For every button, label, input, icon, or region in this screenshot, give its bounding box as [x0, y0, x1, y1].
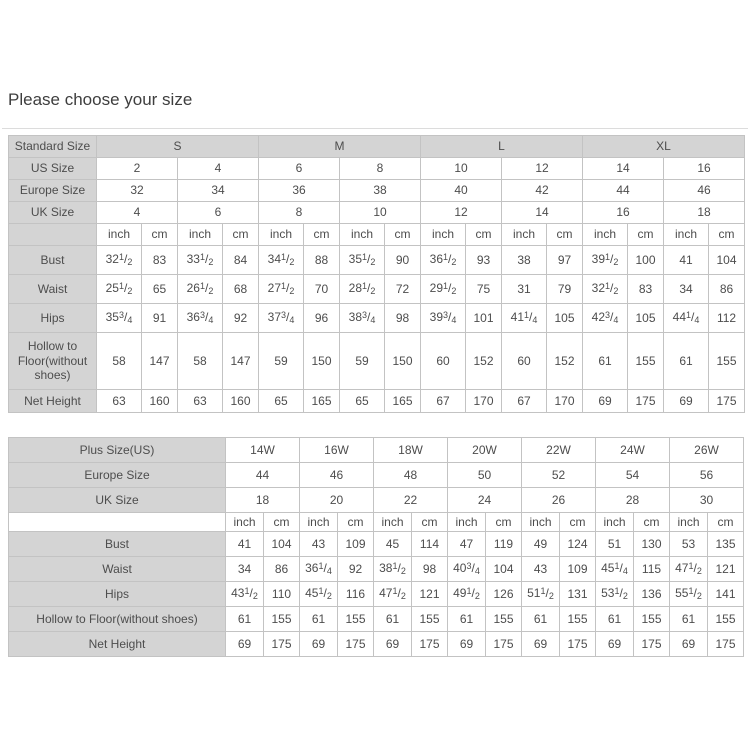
unit-cell: cm: [264, 513, 300, 532]
value-cell: 69: [596, 632, 634, 657]
value-cell: 155: [628, 333, 664, 390]
value-cell: 61: [448, 607, 486, 632]
table-row: [9, 488, 744, 513]
value-cell: 51: [596, 532, 634, 557]
value-cell: 34: [226, 557, 264, 582]
unit-cell: inch: [421, 224, 466, 246]
value-cell: 43$^1$/2: [226, 582, 264, 607]
value-cell: 61: [522, 607, 560, 632]
value-cell: 40$^3$/4: [448, 557, 486, 582]
unit-cell: inch: [502, 224, 547, 246]
unit-row-label-cell: [9, 224, 97, 246]
size-value-cell: 20: [300, 488, 374, 513]
size-value-cell: 16: [664, 158, 745, 180]
value-cell: 93: [466, 246, 502, 275]
value-cell: 175: [338, 632, 374, 657]
unit-cell: inch: [670, 513, 708, 532]
value-cell: 60: [502, 333, 547, 390]
row-label-cell: UK Size: [9, 202, 97, 224]
table-row: [9, 557, 744, 582]
size-value-cell: 50: [448, 463, 522, 488]
value-cell: 147: [142, 333, 178, 390]
value-cell: 41: [664, 246, 709, 275]
value-cell: 92: [223, 304, 259, 333]
value-cell: 112: [709, 304, 745, 333]
value-cell: 90: [385, 246, 421, 275]
value-cell: 61: [374, 607, 412, 632]
value-cell: 65: [259, 390, 304, 413]
value-cell: 152: [547, 333, 583, 390]
value-cell: 155: [486, 607, 522, 632]
value-cell: 83: [142, 246, 178, 275]
unit-cell: inch: [374, 513, 412, 532]
row-label-cell: Bust: [9, 246, 97, 275]
value-cell: 70: [304, 275, 340, 304]
value-cell: 69: [226, 632, 264, 657]
unit-cell: cm: [634, 513, 670, 532]
value-cell: 61: [226, 607, 264, 632]
value-cell: 38$^1$/2: [374, 557, 412, 582]
value-cell: 72: [385, 275, 421, 304]
table-row: [9, 304, 745, 333]
value-cell: 61: [670, 607, 708, 632]
size-value-cell: 26W: [670, 438, 744, 463]
value-cell: 58: [178, 333, 223, 390]
value-cell: 101: [466, 304, 502, 333]
value-cell: 63: [178, 390, 223, 413]
row-label-cell: Net Height: [9, 632, 226, 657]
value-cell: 32$^1$/2: [97, 246, 142, 275]
size-value-cell: 26: [522, 488, 596, 513]
size-value-cell: 18: [664, 202, 745, 224]
value-cell: 175: [628, 390, 664, 413]
size-value-cell: 34: [178, 180, 259, 202]
size-group-cell: M: [259, 136, 421, 158]
value-cell: 75: [466, 275, 502, 304]
row-label-cell: UK Size: [9, 488, 226, 513]
value-cell: 109: [338, 532, 374, 557]
value-cell: 79: [547, 275, 583, 304]
unit-cell: cm: [466, 224, 502, 246]
size-value-cell: 4: [97, 202, 178, 224]
value-cell: 36$^1$/4: [300, 557, 338, 582]
value-cell: 33$^1$/2: [178, 246, 223, 275]
value-cell: 31: [502, 275, 547, 304]
value-cell: 60: [421, 333, 466, 390]
size-value-cell: 46: [300, 463, 374, 488]
unit-cell: inch: [448, 513, 486, 532]
value-cell: 63: [97, 390, 142, 413]
value-cell: 45$^1$/2: [300, 582, 338, 607]
value-cell: 92: [338, 557, 374, 582]
value-cell: 47: [448, 532, 486, 557]
value-cell: 104: [709, 246, 745, 275]
unit-cell: cm: [385, 224, 421, 246]
row-label-cell: Hips: [9, 304, 97, 333]
plus-size-table-body: [9, 438, 744, 657]
size-value-cell: 52: [522, 463, 596, 488]
value-cell: 69: [300, 632, 338, 657]
value-cell: 121: [708, 557, 744, 582]
value-cell: 119: [486, 532, 522, 557]
value-cell: 35$^3$/4: [97, 304, 142, 333]
value-cell: 155: [264, 607, 300, 632]
value-cell: 53: [670, 532, 708, 557]
value-cell: 61: [596, 607, 634, 632]
value-cell: 105: [628, 304, 664, 333]
value-cell: 124: [560, 532, 596, 557]
standard-size-table-body: [9, 136, 745, 413]
value-cell: 155: [708, 607, 744, 632]
row-label-cell: Plus Size(US): [9, 438, 226, 463]
size-value-cell: 22: [374, 488, 448, 513]
value-cell: 34: [664, 275, 709, 304]
size-value-cell: 46: [664, 180, 745, 202]
value-cell: 69: [522, 632, 560, 657]
unit-cell: inch: [583, 224, 628, 246]
row-label-cell: Hollow to Floor(without shoes): [9, 333, 97, 390]
unit-cell: inch: [226, 513, 264, 532]
value-cell: 51$^1$/2: [522, 582, 560, 607]
value-cell: 130: [634, 532, 670, 557]
size-value-cell: 8: [340, 158, 421, 180]
size-group-cell: S: [97, 136, 259, 158]
size-value-cell: 4: [178, 158, 259, 180]
size-value-cell: 10: [340, 202, 421, 224]
value-cell: 47$^1$/2: [670, 557, 708, 582]
value-cell: 36$^1$/2: [421, 246, 466, 275]
row-label-cell: Hollow to Floor(without shoes): [9, 607, 226, 632]
table-row: [9, 463, 744, 488]
unit-cell: inch: [340, 224, 385, 246]
size-value-cell: 44: [583, 180, 664, 202]
value-cell: 175: [486, 632, 522, 657]
table-row: [9, 582, 744, 607]
value-cell: 45: [374, 532, 412, 557]
value-cell: 152: [466, 333, 502, 390]
value-cell: 86: [264, 557, 300, 582]
row-label-cell: Hips: [9, 582, 226, 607]
value-cell: 41: [226, 532, 264, 557]
value-cell: 105: [547, 304, 583, 333]
value-cell: 136: [634, 582, 670, 607]
table-row: [9, 246, 745, 275]
value-cell: 155: [338, 607, 374, 632]
value-cell: 59: [259, 333, 304, 390]
size-value-cell: 18W: [374, 438, 448, 463]
size-value-cell: 48: [374, 463, 448, 488]
row-label-cell: Europe Size: [9, 180, 97, 202]
unit-cell: inch: [664, 224, 709, 246]
value-cell: 27$^1$/2: [259, 275, 304, 304]
plus-size-table: [8, 437, 744, 657]
value-cell: 35$^1$/2: [340, 246, 385, 275]
value-cell: 96: [304, 304, 340, 333]
value-cell: 135: [708, 532, 744, 557]
unit-cell: cm: [304, 224, 340, 246]
unit-cell: cm: [142, 224, 178, 246]
size-value-cell: 24W: [596, 438, 670, 463]
value-cell: 147: [223, 333, 259, 390]
table-row: [9, 136, 745, 158]
standard-size-table: [8, 135, 745, 413]
value-cell: 160: [223, 390, 259, 413]
size-value-cell: 12: [502, 158, 583, 180]
value-cell: 32$^1$/2: [583, 275, 628, 304]
size-value-cell: 56: [670, 463, 744, 488]
unit-cell: inch: [178, 224, 223, 246]
size-value-cell: 18: [226, 488, 300, 513]
size-value-cell: 40: [421, 180, 502, 202]
page-title: Please choose your size: [8, 90, 193, 109]
value-cell: 126: [486, 582, 522, 607]
unit-cell: cm: [338, 513, 374, 532]
value-cell: 155: [634, 607, 670, 632]
value-cell: 88: [304, 246, 340, 275]
value-cell: 25$^1$/2: [97, 275, 142, 304]
table-row: [9, 333, 745, 390]
row-label-cell: Waist: [9, 275, 97, 304]
value-cell: 98: [412, 557, 448, 582]
size-value-cell: 20W: [448, 438, 522, 463]
value-cell: 155: [709, 333, 745, 390]
size-value-cell: 14W: [226, 438, 300, 463]
value-cell: 38: [502, 246, 547, 275]
value-cell: 155: [412, 607, 448, 632]
value-cell: 49$^1$/2: [448, 582, 486, 607]
unit-row-label-cell: [9, 513, 226, 532]
size-value-cell: 44: [226, 463, 300, 488]
unit-cell: inch: [300, 513, 338, 532]
value-cell: 69: [583, 390, 628, 413]
value-cell: 69: [448, 632, 486, 657]
size-value-cell: 32: [97, 180, 178, 202]
size-value-cell: 38: [340, 180, 421, 202]
value-cell: 61: [664, 333, 709, 390]
value-cell: 175: [634, 632, 670, 657]
value-cell: 28$^1$/2: [340, 275, 385, 304]
size-value-cell: 24: [448, 488, 522, 513]
value-cell: 155: [560, 607, 596, 632]
value-cell: 43: [522, 557, 560, 582]
unit-cell: cm: [412, 513, 448, 532]
divider-line: [2, 128, 748, 129]
size-value-cell: 14: [502, 202, 583, 224]
value-cell: 121: [412, 582, 448, 607]
value-cell: 175: [560, 632, 596, 657]
value-cell: 104: [486, 557, 522, 582]
value-cell: 39$^1$/2: [583, 246, 628, 275]
value-cell: 55$^1$/2: [670, 582, 708, 607]
value-cell: 61: [300, 607, 338, 632]
value-cell: 43: [300, 532, 338, 557]
table-row: [9, 438, 744, 463]
value-cell: 38$^3$/4: [340, 304, 385, 333]
size-value-cell: 30: [670, 488, 744, 513]
value-cell: 100: [628, 246, 664, 275]
size-value-cell: 16W: [300, 438, 374, 463]
value-cell: 175: [709, 390, 745, 413]
value-cell: 59: [340, 333, 385, 390]
size-value-cell: 14: [583, 158, 664, 180]
unit-row: [9, 513, 744, 532]
table-row: [9, 158, 745, 180]
value-cell: 44$^1$/4: [664, 304, 709, 333]
value-cell: 67: [421, 390, 466, 413]
unit-cell: cm: [560, 513, 596, 532]
value-cell: 39$^3$/4: [421, 304, 466, 333]
unit-cell: inch: [97, 224, 142, 246]
unit-cell: cm: [547, 224, 583, 246]
size-value-cell: 28: [596, 488, 670, 513]
row-label-cell: Bust: [9, 532, 226, 557]
size-value-cell: 36: [259, 180, 340, 202]
value-cell: 84: [223, 246, 259, 275]
value-cell: 58: [97, 333, 142, 390]
value-cell: 116: [338, 582, 374, 607]
unit-cell: cm: [708, 513, 744, 532]
value-cell: 98: [385, 304, 421, 333]
value-cell: 37$^3$/4: [259, 304, 304, 333]
table-row: [9, 202, 745, 224]
value-cell: 141: [708, 582, 744, 607]
value-cell: 97: [547, 246, 583, 275]
value-cell: 175: [708, 632, 744, 657]
unit-cell: cm: [486, 513, 522, 532]
value-cell: 47$^1$/2: [374, 582, 412, 607]
size-group-cell: L: [421, 136, 583, 158]
value-cell: 170: [547, 390, 583, 413]
size-group-cell: XL: [583, 136, 745, 158]
value-cell: 41$^1$/4: [502, 304, 547, 333]
value-cell: 42$^3$/4: [583, 304, 628, 333]
size-value-cell: 8: [259, 202, 340, 224]
unit-cell: inch: [259, 224, 304, 246]
size-value-cell: 6: [178, 202, 259, 224]
value-cell: 175: [412, 632, 448, 657]
value-cell: 160: [142, 390, 178, 413]
size-value-cell: 12: [421, 202, 502, 224]
value-cell: 69: [374, 632, 412, 657]
size-value-cell: 2: [97, 158, 178, 180]
row-label-cell: Europe Size: [9, 463, 226, 488]
value-cell: 104: [264, 532, 300, 557]
value-cell: 53$^1$/2: [596, 582, 634, 607]
table-row: [9, 532, 744, 557]
value-cell: 69: [670, 632, 708, 657]
value-cell: 165: [304, 390, 340, 413]
size-value-cell: 42: [502, 180, 583, 202]
value-cell: 49: [522, 532, 560, 557]
value-cell: 86: [709, 275, 745, 304]
value-cell: 170: [466, 390, 502, 413]
table-row: [9, 607, 744, 632]
value-cell: 165: [385, 390, 421, 413]
value-cell: 114: [412, 532, 448, 557]
value-cell: 68: [223, 275, 259, 304]
row-label-cell: US Size: [9, 158, 97, 180]
unit-row: [9, 224, 745, 246]
table-row: [9, 275, 745, 304]
size-value-cell: 16: [583, 202, 664, 224]
value-cell: 175: [264, 632, 300, 657]
value-cell: 115: [634, 557, 670, 582]
size-value-cell: 22W: [522, 438, 596, 463]
value-cell: 110: [264, 582, 300, 607]
unit-cell: inch: [522, 513, 560, 532]
value-cell: 131: [560, 582, 596, 607]
row-label-cell: Net Height: [9, 390, 97, 413]
value-cell: 150: [304, 333, 340, 390]
value-cell: 45$^1$/4: [596, 557, 634, 582]
row-label-cell: Standard Size: [9, 136, 97, 158]
table-row: [9, 632, 744, 657]
value-cell: 109: [560, 557, 596, 582]
value-cell: 65: [142, 275, 178, 304]
value-cell: 67: [502, 390, 547, 413]
unit-cell: cm: [223, 224, 259, 246]
size-value-cell: 6: [259, 158, 340, 180]
value-cell: 150: [385, 333, 421, 390]
value-cell: 91: [142, 304, 178, 333]
unit-cell: inch: [596, 513, 634, 532]
value-cell: 26$^1$/2: [178, 275, 223, 304]
table-row: [9, 180, 745, 202]
value-cell: 61: [583, 333, 628, 390]
unit-cell: cm: [709, 224, 745, 246]
value-cell: 65: [340, 390, 385, 413]
value-cell: 34$^1$/2: [259, 246, 304, 275]
unit-cell: cm: [628, 224, 664, 246]
table-row: [9, 390, 745, 413]
size-value-cell: 54: [596, 463, 670, 488]
value-cell: 29$^1$/2: [421, 275, 466, 304]
value-cell: 83: [628, 275, 664, 304]
size-value-cell: 10: [421, 158, 502, 180]
value-cell: 36$^3$/4: [178, 304, 223, 333]
value-cell: 69: [664, 390, 709, 413]
row-label-cell: Waist: [9, 557, 226, 582]
